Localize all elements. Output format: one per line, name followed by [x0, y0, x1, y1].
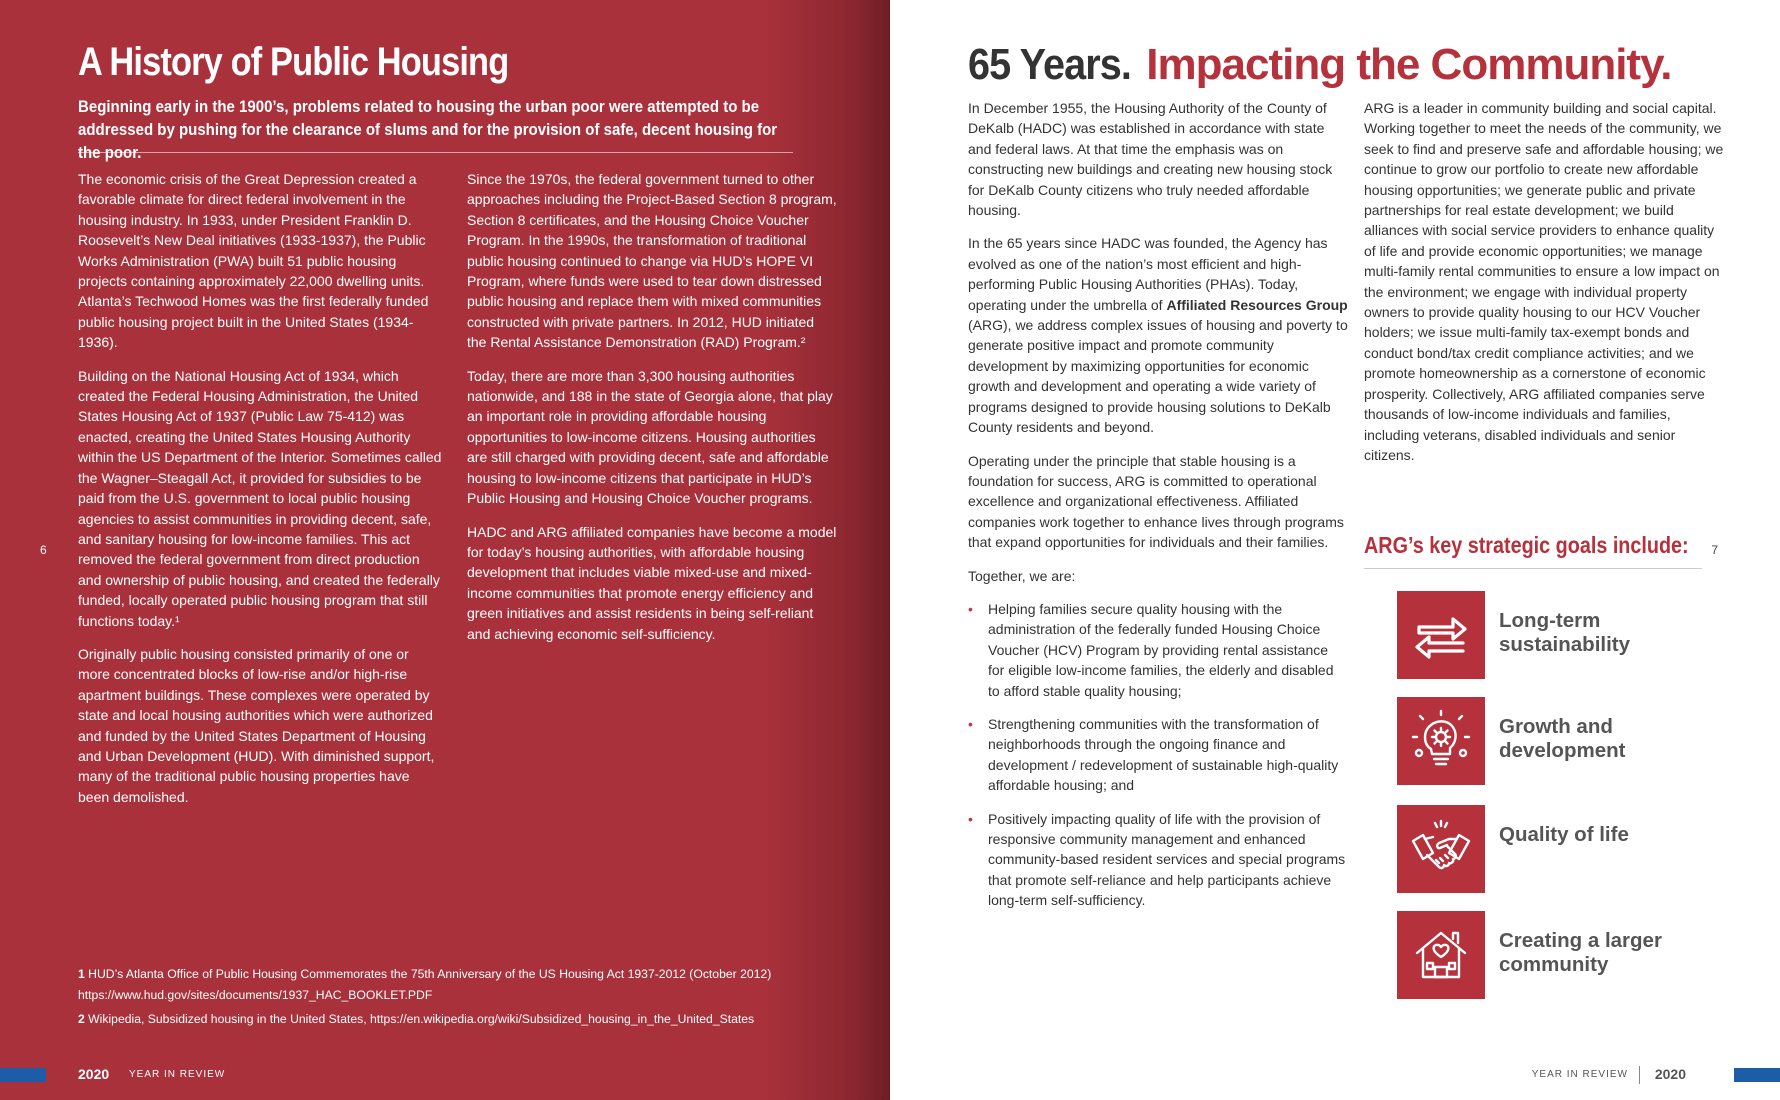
handshake-icon	[1397, 805, 1485, 893]
left-column-1	[78, 169, 443, 820]
paragraph: HADC and ARG affiliated companies have become a model for today’s housing authorities, with affordable housing development that includes viable mixed-use and mixed-income communities that promote energy efficiency and green initiatives and assist residents in being self-reliant and achieving economic self-sufficiency.	[467, 523, 837, 642]
footer-label: YEAR IN REVIEW	[129, 1069, 226, 1080]
bullet-icon: •	[968, 810, 973, 827]
goal-item	[1397, 697, 1727, 785]
bullet-list	[968, 599, 1348, 911]
paragraph: Since the 1970s, the federal government turned to other approaches including the Project-Based Section 8 program, Section 8 certificates, and the Housing Choice Voucher Program. In the 1990s, the transformation of traditional public housing continued to change via HUD’s HOPE VI Program, where funds were used to tear down distressed public housing and replace them with mixed communities constructed with private partners. In 2012, HUD initiated the Rental Assistance Demonstration (RAD) Program.²	[467, 171, 837, 351]
goals-heading: ARG’s key strategic goals include:	[1364, 532, 1689, 558]
text-run: In the 65 years since HADC was founded, the Agency has evolved as one of the nation’s most efficient and high-performing Public Housing Authorities (PHAs). Today, operating under the umbrella of	[968, 235, 1328, 313]
footnote-text: HUD’s Atlanta Office of Public Housing Commemorates the 75th Anniversary of the US Housing Act 1937-2012 (October 2012) https://www.hud.gov/sites/documents/1937_HAC_BOOKLET.PDF	[78, 967, 772, 1002]
goal-item	[1397, 591, 1727, 679]
list-item	[968, 599, 1348, 701]
right-column-2	[1364, 98, 1724, 478]
paragraph: Together, we are:	[968, 567, 1076, 584]
footer-separator	[1639, 1066, 1640, 1084]
page-number: 6	[40, 543, 47, 557]
list-item-text: Strengthening communities with the transformation of neighborhoods through the ongoing finance and development / redevelopment of sustainable high-quality affordable housing; and	[988, 715, 1339, 794]
paragraph	[968, 233, 1348, 437]
left-column-2	[467, 169, 837, 657]
goal-label: Creating a larger community	[1499, 929, 1662, 976]
paragraph: In December 1955, the Housing Authority of the County of DeKalb (HADC) was established in accordance with state and federal laws. At that time the emphasis was on constructing new buildings and creating new housing stock for DeKalb County citizens who truly needed affordable housing.	[968, 100, 1333, 219]
paragraph: Operating under the principle that stable housing is a foundation for success, ARG is committed to operational excellence and organizational effectiveness. Affiliated companies work together to enhance lives through programs that expand opportunities for individuals and their families.	[968, 452, 1344, 551]
goal-label: Growth and development	[1499, 715, 1626, 762]
footer-accent-bar	[0, 1068, 46, 1082]
bullet-icon: •	[968, 600, 973, 617]
footer	[890, 1066, 1780, 1084]
list-item	[968, 809, 1348, 911]
arrows-exchange-icon	[1397, 591, 1485, 679]
goal-label: Long-term sustainability	[1499, 609, 1631, 656]
title-bold: 65 Years.	[968, 40, 1131, 89]
page-title: A History of Public Housing	[78, 40, 509, 84]
bullet-icon: •	[968, 715, 973, 732]
goal-label: Quality of life	[1499, 823, 1629, 846]
list-item-text: Positively impacting quality of life with the provision of responsive community management and enhanced community-based resident services and special programs that promote self-reliance and help participants achieve long-term self-sufficiency.	[988, 810, 1346, 909]
paragraph: Today, there are more than 3,300 housing authorities nationwide, and 188 in the state of Georgia alone, that play an important role in providing affordable housing opportunities to low-income citizens. Housing authorities are still charged with providing decent, safe and affordable housing to low-income citizens that participate in HUD’s Public Housing and Housing Choice Voucher programs.	[467, 367, 833, 507]
footnote-number: 2	[78, 1012, 85, 1026]
title-light: Impacting the Community.	[1146, 40, 1672, 89]
footer-accent-bar	[1734, 1068, 1780, 1082]
paragraph: Building on the National Housing Act of 1934, which created the Federal Housing Administration, the United States Housing Act of 1937 (Public Law 75-412) was enacted, creating the United States Housing Authority within the US Department of the Interior. Sometimes called the Wagner–Steagall Act, it provided for subsidies to be paid from the U.S. government to local public housing agencies to assist communities in providing decent, safe, and sanitary housing for low-income families. This act removed the federal government from direct production and ownership of public housing, and created the federally funded, locally operated public housing program that still functions today.¹	[78, 367, 442, 629]
page-title	[968, 40, 1672, 90]
page-number: 7	[1711, 543, 1718, 557]
house-heart-icon	[1397, 911, 1485, 999]
footer-label: YEAR IN REVIEW	[1531, 1069, 1628, 1080]
list-item	[968, 714, 1348, 796]
paragraph: ARG is a leader in community building and social capital. Working together to meet the needs of the community, we seek to find and preserve safe and affordable housing; we continue to grow our portfolio to create new affordable housing opportunities; we generate public and private partnerships for real estate development; we build alliances with social service providers to enhance quality of life and provide economic opportunities; we manage multi-family rental communities to ensure a low impact on the environment; we engage with individual property owners to provide quality housing to our HCV Voucher holders; we issue multi-family tax-exempt bonds and conduct bond/tax credit compliance activities; and we promote homeownership as a cornerstone of economic prosperity. Collectively, ARG affiliated companies serve thousands of low-income individuals and families, including veterans, disabled individuals and senior citizens.	[1364, 100, 1724, 463]
footnote	[78, 964, 838, 1006]
divider	[78, 152, 793, 153]
intro-text: Beginning early in the 1900’s, problems related to housing the urban poor were attempted to be addressed by pushing for the clearance of slums and for the provision of safe, decent housing for the poor.	[78, 98, 778, 162]
footnote	[78, 1009, 838, 1030]
footnote-number: 1	[78, 967, 85, 981]
footer-year: 2020	[78, 1066, 110, 1082]
goal-item	[1397, 911, 1727, 999]
footnotes	[78, 964, 838, 1033]
right-page	[890, 0, 1780, 1100]
gear-lightbulb-icon	[1397, 697, 1485, 785]
emphasis: Affiliated Resources Group	[1166, 296, 1348, 313]
footnote-text: Wikipedia, Subsidized housing in the United States, https://en.wikipedia.org/wiki/Subsidized_housing_in_the_United_States	[88, 1012, 755, 1026]
right-column-1	[968, 98, 1348, 924]
goal-item	[1397, 805, 1727, 893]
divider	[1364, 568, 1702, 569]
paragraph: Originally public housing consisted primarily of one or more concentrated blocks of low-rise and/or high-rise apartment buildings. These complexes were operated by state and local housing authorities which were authorized and funded by the United States Department of Housing and Urban Development (HUD). With diminished support, many of the traditional public housing properties have been demolished.	[78, 645, 435, 805]
list-item-text: Helping families secure quality housing with the administration of the federally funded Housing Choice Voucher (HCV) Program by providing rental assistance for eligible low-income families, the elderly and disabled to afford stable quality housing;	[988, 600, 1334, 699]
paragraph: The economic crisis of the Great Depression created a favorable climate for direct federal involvement in the housing industry. In 1933, under President Franklin D. Roosevelt’s New Deal initiatives (1933-1937), the Public Works Administration (PWA) built 51 public housing projects containing approximately 22,000 dwelling units. Atlanta’s Techwood Homes was the first federally funded public housing project built in the United States (1934-1936).	[78, 171, 429, 351]
text-run: (ARG), we address complex issues of housing and poverty to generate positive impact and promote community development by maximizing opportunities for economic growth and development and operating a wide variety of programs designed to provide housing solutions to DeKalb County residents and beyond.	[968, 317, 1348, 436]
footer-year: 2020	[1654, 1066, 1686, 1082]
footer	[0, 1066, 890, 1084]
